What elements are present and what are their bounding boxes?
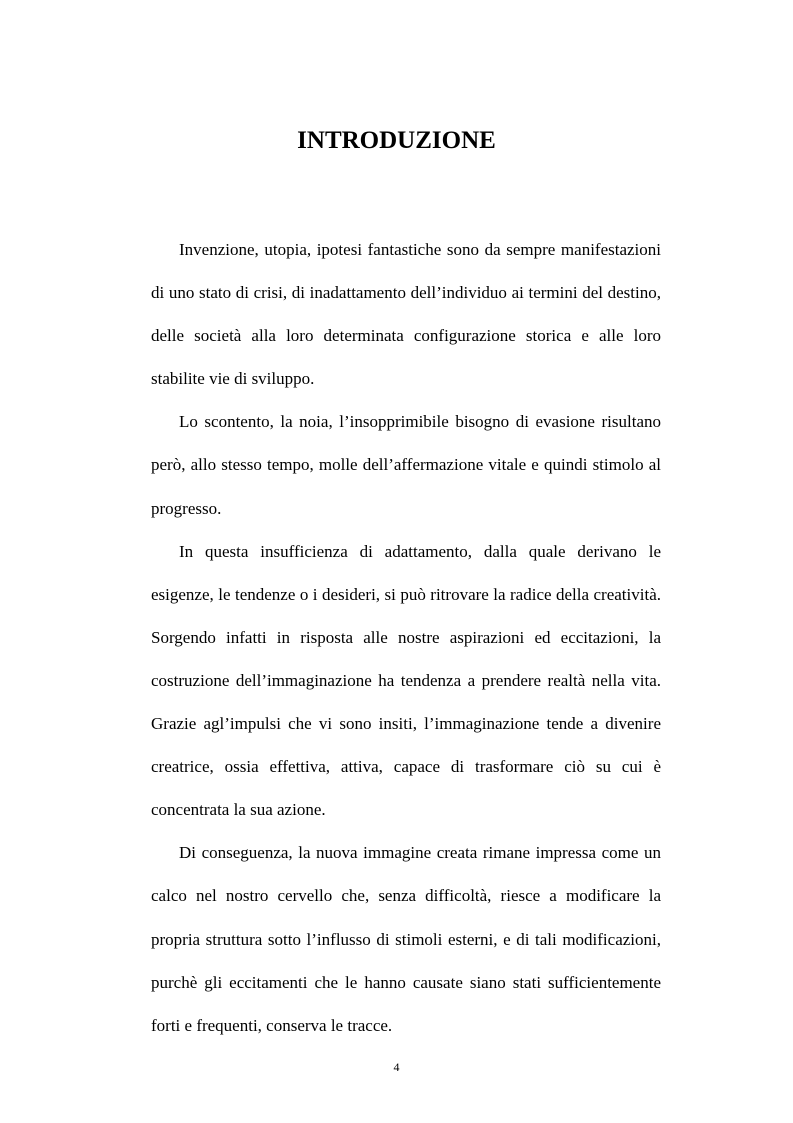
paragraph-2: Lo scontento, la noia, l’insopprimibile bisogno di evasione risultano però, allo stesso tempo, molle dell’affermazione vitale e quindi stimolo al progresso. <box>151 412 661 518</box>
paragraph-3: In questa insufficienza di adattamento, dalla quale derivano le esigenze, le tendenze o i desideri, si può ritrovare la radice della creatività. Sorgendo infatti in risposta alle nostre aspirazioni ed eccitazioni, la costruzione dell’immaginazione ha tendenza a prendere realtà nella vita. Grazie agl’impulsi che vi sono insiti, l’immaginazione tende a divenire creatrice, ossia effettiva, attiva, capace di trasformare ciò su cui è concentrata la sua azione. <box>151 541 661 820</box>
page-title: INTRODUZIONE <box>297 127 496 154</box>
body-text <box>151 228 661 1047</box>
page-number: 4 <box>393 1060 400 1074</box>
paragraph-4: Di conseguenza, la nuova immagine creata rimane impressa come un calco nel nostro cervello che, senza difficoltà, riesce a modificare la propria struttura sotto l’influsso di stimoli esterni, e di tali modificazioni, purchè gli eccitamenti che le hanno causate siano stati sufficientemente forti e frequenti, conserva le tracce. <box>151 843 661 1035</box>
paragraph-1: Invenzione, utopia, ipotesi fantastiche sono da sempre manifestazioni di uno stato di crisi, di inadattamento dell’individuo ai termini del destino, delle società alla loro determinata configurazione storica e alle loro stabilite vie di sviluppo. <box>151 240 661 389</box>
